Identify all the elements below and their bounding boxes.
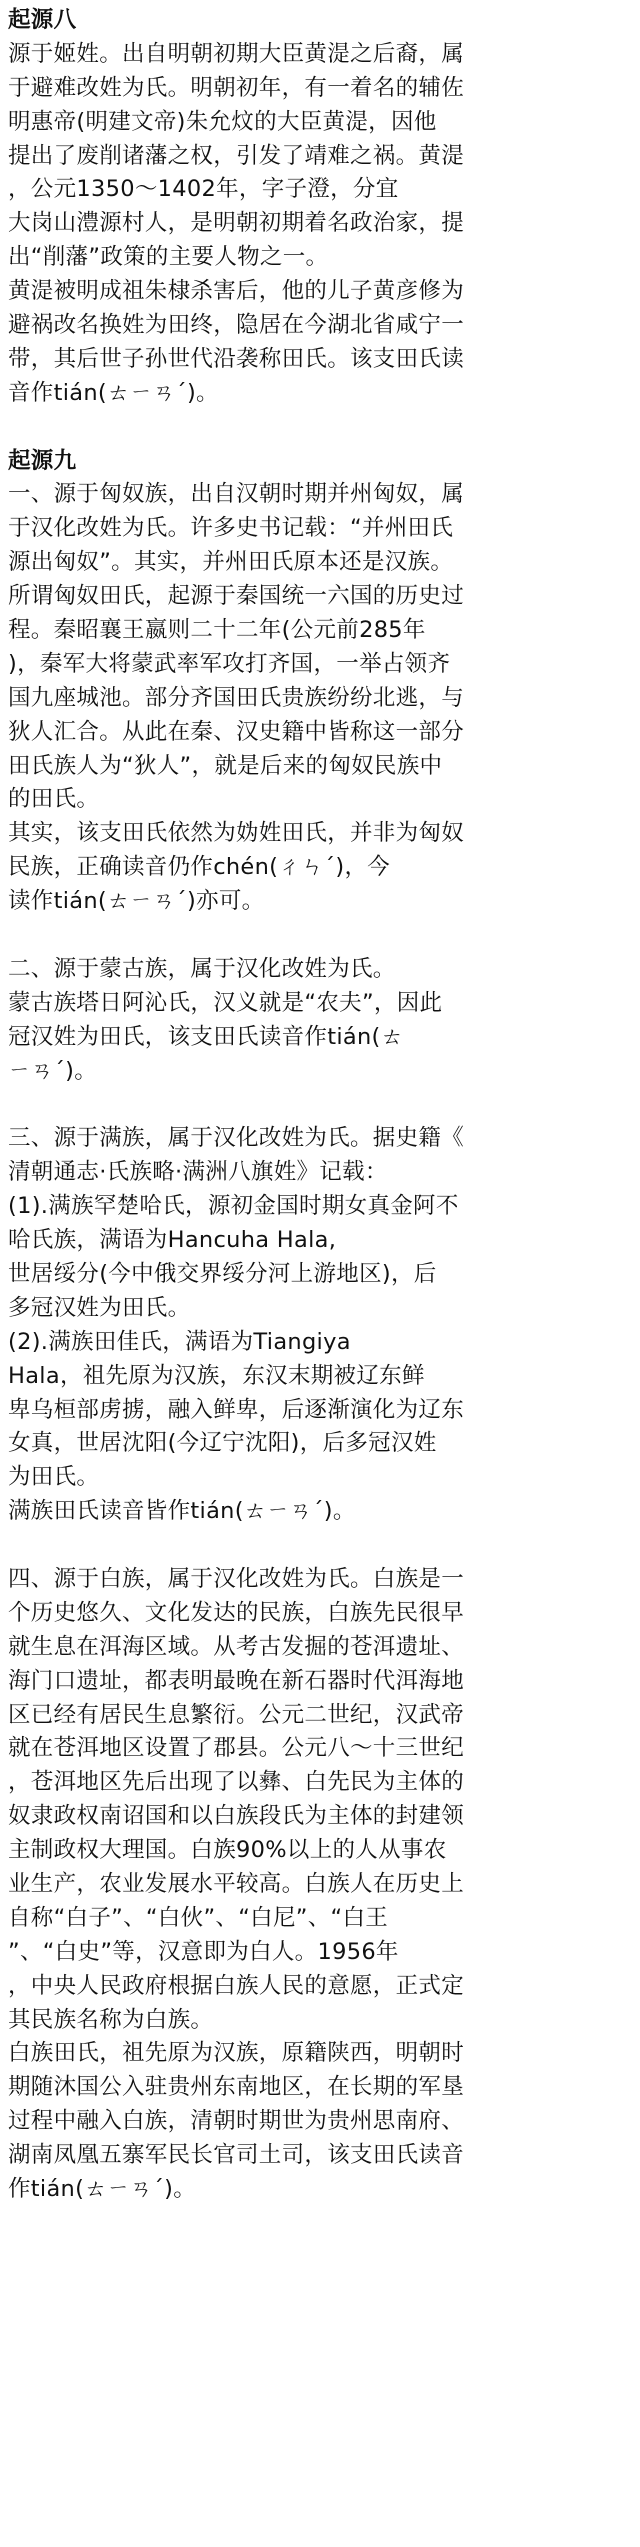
text-line: 带，其后世子孙世代沿袭称田氏。该支田氏读 — [8, 345, 465, 372]
section-heading: 起源九 — [8, 447, 77, 474]
text-line: 的田氏。 — [8, 786, 100, 813]
section-heading: 起源八 — [8, 7, 77, 33]
text-line: 出“削藩”政策的主要人物之一。 — [8, 244, 329, 271]
text-line: 就在苍洱地区设置了郡县。公元八～十三世纪 — [8, 1735, 465, 1762]
text-line: 大岗山澧源村人，是明朝初期着名政治家，提 — [8, 210, 465, 237]
text-line: 民族，正确读音仍作chén(ㄔㄣˊ)，今 — [8, 854, 391, 881]
text-line: ，中央人民政府根据白族人民的意愿，正式定 — [8, 1972, 465, 1999]
text-line: 提出了废削诸藩之权，引发了靖难之祸。黄湜 — [8, 142, 465, 169]
text-line: 期随沐国公入驻贵州东南地区，在长期的军垦 — [8, 2074, 465, 2101]
text-line: 哈氏族，满语为Hancuha Hala, — [8, 1227, 337, 1254]
paragraph-gap — [8, 411, 630, 445]
text-line: 清朝通志·氏族略·满洲八旗姓》记载： — [8, 1159, 388, 1186]
text-line: 狄人汇合。从此在秦、汉史籍中皆称这一部分 — [8, 718, 465, 745]
text-line: 满族田氏读音皆作tián(ㄊㄧㄢˊ)。 — [8, 1498, 356, 1525]
text-line: 其实，该支田氏依然为妫姓田氏，并非为匈奴 — [8, 820, 465, 847]
text-line: 白族田氏，祖先原为汉族，原籍陕西，明朝时 — [8, 2040, 465, 2067]
text-line: 于汉化改姓为氏。许多史书记载：“并州田氏 — [8, 515, 454, 542]
text-line: 读作tián(ㄊㄧㄢˊ)亦可。 — [8, 888, 265, 915]
text-line: 湖南凤凰五寨军民长官司土司，该支田氏读音 — [8, 2142, 465, 2169]
paragraph-gap — [8, 1529, 630, 1563]
text-line: 多冠汉姓为田氏。 — [8, 1294, 191, 1321]
text-line: 区已经有居民生息繁衍。公元二世纪，汉武帝 — [8, 1701, 465, 1728]
text-line: 女真，世居沈阳(今辽宁沈阳)，后多冠汉姓 — [8, 1430, 437, 1457]
text-line: )，秦军大将蒙武率军攻打齐国，一举占领齐 — [8, 650, 451, 677]
text-line: 所谓匈奴田氏，起源于秦国统一六国的历史过 — [8, 583, 465, 610]
text-line: ”、“白史”等，汉意即为白人。1956年 — [8, 1938, 399, 1965]
text-line: 田氏族人为“狄人”，就是后来的匈奴民族中 — [8, 752, 443, 779]
paragraph-gap — [8, 1089, 630, 1123]
text-line: 海门口遗址，都表明最晚在新石器时代洱海地 — [8, 1667, 465, 1694]
text-line: 其民族名称为白族。 — [8, 2006, 214, 2033]
text-line: 于避难改姓为氏。明朝初年，有一着名的辅佐 — [8, 74, 465, 101]
text-line: 源于姬姓。出自明朝初期大臣黄湜之后裔，属 — [8, 40, 465, 67]
text-line: 二、源于蒙古族，属于汉化改姓为氏。 — [8, 955, 396, 982]
text-line: ㄧㄢˊ)。 — [8, 1057, 98, 1084]
text-line: 个历史悠久、文化发达的民族，白族先民很早 — [8, 1599, 465, 1626]
text-line: ，公元1350～1402年，字子澄，分宜 — [8, 176, 399, 203]
text-line: (1).满族罕楚哈氏，源初金国时期女真金阿不 — [8, 1193, 459, 1220]
text-line: 世居绥分(今中俄交界绥分河上游地区)，后 — [8, 1260, 437, 1287]
text-line: 三、源于满族，属于汉化改姓为氏。据史籍《 — [8, 1125, 465, 1152]
text-line: 业生产，农业发展水平较高。白族人在历史上 — [8, 1870, 465, 1897]
text-line: 源出匈奴”。其实，并州田氏原本还是汉族。 — [8, 549, 454, 576]
text-line: 国九座城池。部分齐国田氏贵族纷纷北逃，与 — [8, 684, 465, 711]
text-line: Hala，祖先原为汉族，东汉末期被辽东鲜 — [8, 1362, 425, 1389]
text-line: 蒙古族塔日阿沁氏，汉义就是“农夫”，因此 — [8, 989, 443, 1016]
paragraph-gap — [8, 919, 630, 953]
text-line: 主制政权大理国。白族90%以上的人从事农 — [8, 1837, 447, 1864]
text-line: 明惠帝(明建文帝)朱允炆的大臣黄湜，因他 — [8, 108, 437, 135]
text-line: 自称“白子”、“白伙”、“白尼”、“白王 — [8, 1904, 389, 1931]
text-line: 音作tián(ㄊㄧㄢˊ)。 — [8, 379, 219, 406]
text-line: (2).满族田佳氏，满语为Tiangiya — [8, 1328, 351, 1355]
text-line: 避祸改名换姓为田终，隐居在今湖北省咸宁一 — [8, 312, 465, 339]
text-line: 为田氏。 — [8, 1464, 100, 1491]
text-line: 程。秦昭襄王嬴则二十二年(公元前285年 — [8, 617, 426, 644]
text-line: 奴隶政权南诏国和以白族段氏为主体的封建领 — [8, 1803, 465, 1830]
text-line: 就生息在洱海区域。从考古发掘的苍洱遗址、 — [8, 1633, 465, 1660]
text-line: 四、源于白族，属于汉化改姓为氏。白族是一 — [8, 1565, 465, 1592]
text-line: 冠汉姓为田氏，该支田氏读音作tián(ㄊ — [8, 1023, 404, 1050]
text-line: 黄湜被明成祖朱棣杀害后，他的儿子黄彦修为 — [8, 278, 465, 305]
text-line: 一、源于匈奴族，出自汉朝时期并州匈奴，属 — [8, 481, 465, 508]
text-line: 作tián(ㄊㄧㄢˊ)。 — [8, 2176, 197, 2202]
text-line: 过程中融入白族，清朝时期世为贵州思南府、 — [8, 2108, 465, 2135]
text-line: ，苍洱地区先后出现了以彝、白先民为主体的 — [8, 1769, 465, 1796]
text-line: 卑乌桓部虏掳，融入鲜卑，后逐渐演化为辽东 — [8, 1396, 465, 1423]
